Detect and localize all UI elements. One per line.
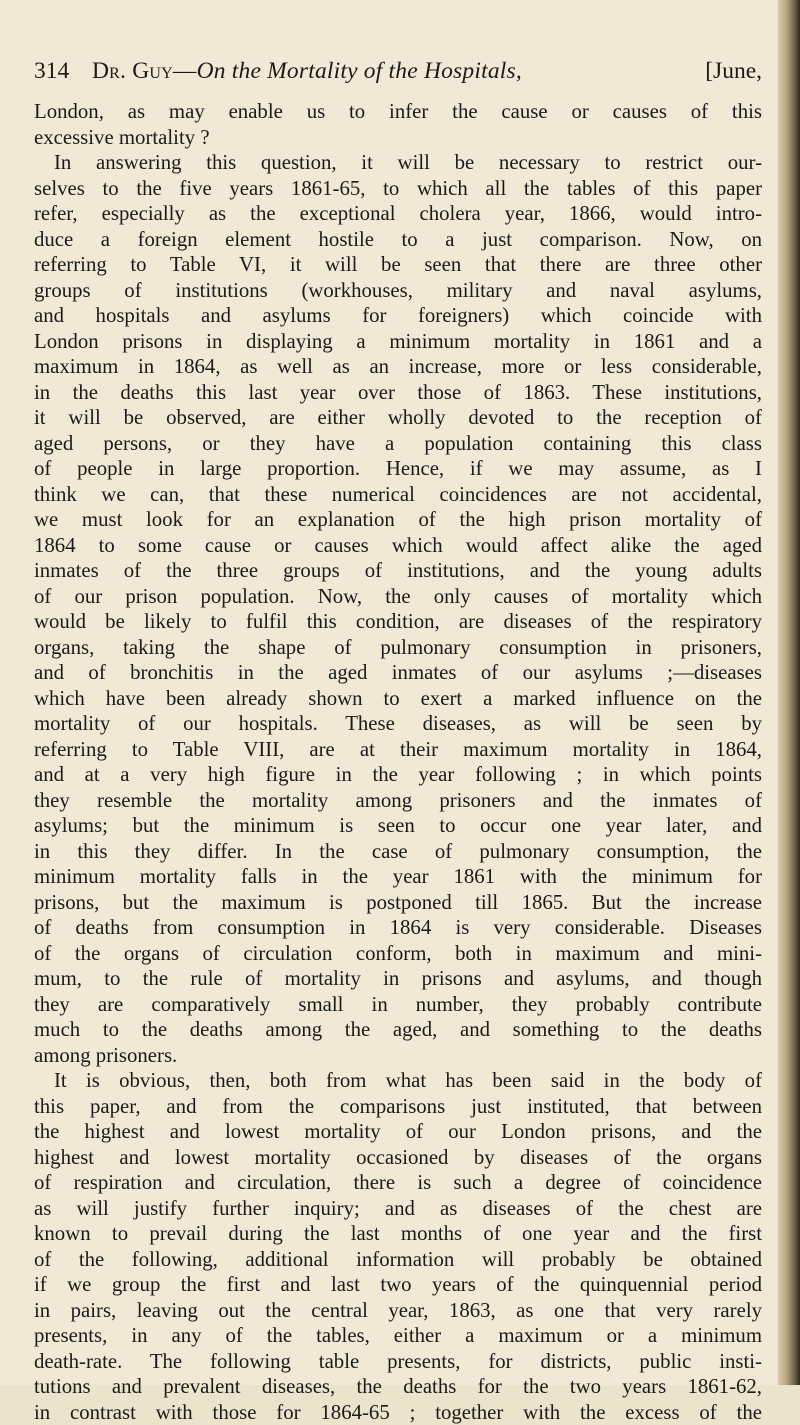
text-line: duce a foreign element hostile to a just comparison. Now, on: [34, 227, 762, 253]
text-line: in the deaths this last year over those of 1863. These institutions,: [34, 380, 762, 406]
text-line: of respiration and circulation, there is such a degree of coincidence: [34, 1170, 762, 1196]
text-line: groups of institutions (workhouses, military and naval asylums,: [34, 278, 762, 304]
text-line: of the organs of circulation conform, both in maximum and mini-: [34, 941, 762, 967]
text-line: referring to Table VI, it will be seen that there are three other: [34, 252, 762, 278]
text-line: mortality of our hospitals. These diseases, as will be seen by: [34, 711, 762, 737]
text-line: much to the deaths among the aged, and something to the deaths: [34, 1017, 762, 1043]
text-line: of our prison population. Now, the only causes of mortality which: [34, 584, 762, 610]
running-title: Dr. Guy—On the Mortality of the Hospitals,: [92, 54, 522, 88]
text-line: prisons, but the maximum is postponed till 1865. But the increase: [34, 890, 762, 916]
text-line: selves to the five years 1861-65, to which all the tables of this paper: [34, 176, 762, 202]
text-line: aged persons, or they have a population containing this class: [34, 431, 762, 457]
text-line: and hospitals and asylums for foreigners) which coincide with: [34, 303, 762, 329]
text-line: we must look for an explanation of the high prison mortality of: [34, 507, 762, 533]
text-line: referring to Table VIII, are at their maximum mortality in 1864,: [34, 737, 762, 763]
text-line: presents, in any of the tables, either a maximum or a minimum: [34, 1323, 762, 1349]
text-line: refer, especially as the exceptional cholera year, 1866, would intro-: [34, 201, 762, 227]
text-line: of people in large proportion. Hence, if we may assume, as I: [34, 456, 762, 482]
text-line: think we can, that these numerical coincidences are not accidental,: [34, 482, 762, 508]
text-line: in contrast with those for 1864-65 ; together with the excess of the: [34, 1400, 762, 1425]
text-line: in this they differ. In the case of pulmonary consumption, the: [34, 839, 762, 865]
running-head: [34, 54, 762, 88]
text-line: they resemble the mortality among prisoners and the inmates of: [34, 788, 762, 814]
text-line: maximum in 1864, as well as an increase, more or less considerable,: [34, 354, 762, 380]
running-author: Dr. Guy: [92, 58, 173, 84]
text-line: if we group the first and last two years of the quinquennial period: [34, 1272, 762, 1298]
running-article-title: On the Mortality of the Hospitals,: [197, 58, 522, 84]
text-line: inmates of the three groups of institutions, and the young adults: [34, 558, 762, 584]
text-line: organs, taking the shape of pulmonary consumption in prisoners,: [34, 635, 762, 661]
text-line: minimum mortality falls in the year 1861 with the minimum for: [34, 864, 762, 890]
text-line: In answering this question, it will be necessary to restrict our-: [34, 150, 762, 176]
text-line: London prisons in displaying a minimum mortality in 1861 and a: [34, 329, 762, 355]
text-line: tutions and prevalent diseases, the deaths for the two years 1861-62,: [34, 1374, 762, 1400]
text-line: death-rate. The following table presents, for districts, public insti-: [34, 1349, 762, 1375]
running-date: [June,: [705, 54, 762, 88]
text-line: 1864 to some cause or causes which would affect alike the aged: [34, 533, 762, 559]
text-line: highest and lowest mortality occasioned by diseases of the organs: [34, 1145, 762, 1171]
text-line: and at a very high figure in the year following ; in which points: [34, 762, 762, 788]
text-line: which have been already shown to exert a marked influence on the: [34, 686, 762, 712]
page-edge-shadow: [778, 0, 800, 1385]
text-line: as will justify further inquiry; and as diseases of the chest are: [34, 1196, 762, 1222]
text-line: asylums; but the minimum is seen to occur one year later, and: [34, 813, 762, 839]
body-text: [34, 99, 762, 1425]
text-line: of the following, additional information will probably be obtained: [34, 1247, 762, 1273]
page-number: 314: [34, 54, 69, 88]
text-line: the highest and lowest mortality of our London prisons, and the: [34, 1119, 762, 1145]
text-line: and of bronchitis in the aged inmates of our asylums ;—diseases: [34, 660, 762, 686]
text-line: excessive mortality ?: [34, 125, 762, 151]
text-line: it will be observed, are either wholly devoted to the reception of: [34, 405, 762, 431]
text-line: known to prevail during the last months of one year and the first: [34, 1221, 762, 1247]
text-line: would be likely to fulfil this condition, are diseases of the respiratory: [34, 609, 762, 635]
text-line: London, as may enable us to infer the cause or causes of this: [34, 99, 762, 125]
text-line: of deaths from consumption in 1864 is very considerable. Diseases: [34, 915, 762, 941]
text-line: in pairs, leaving out the central year, 1863, as one that very rarely: [34, 1298, 762, 1324]
text-line: It is obvious, then, both from what has been said in the body of: [34, 1068, 762, 1094]
text-line: this paper, and from the comparisons just instituted, that between: [34, 1094, 762, 1120]
text-line: among prisoners.: [34, 1043, 762, 1069]
text-line: mum, to the rule of mortality in prisons and asylums, and though: [34, 966, 762, 992]
text-line: they are comparatively small in number, they probably contribute: [34, 992, 762, 1018]
